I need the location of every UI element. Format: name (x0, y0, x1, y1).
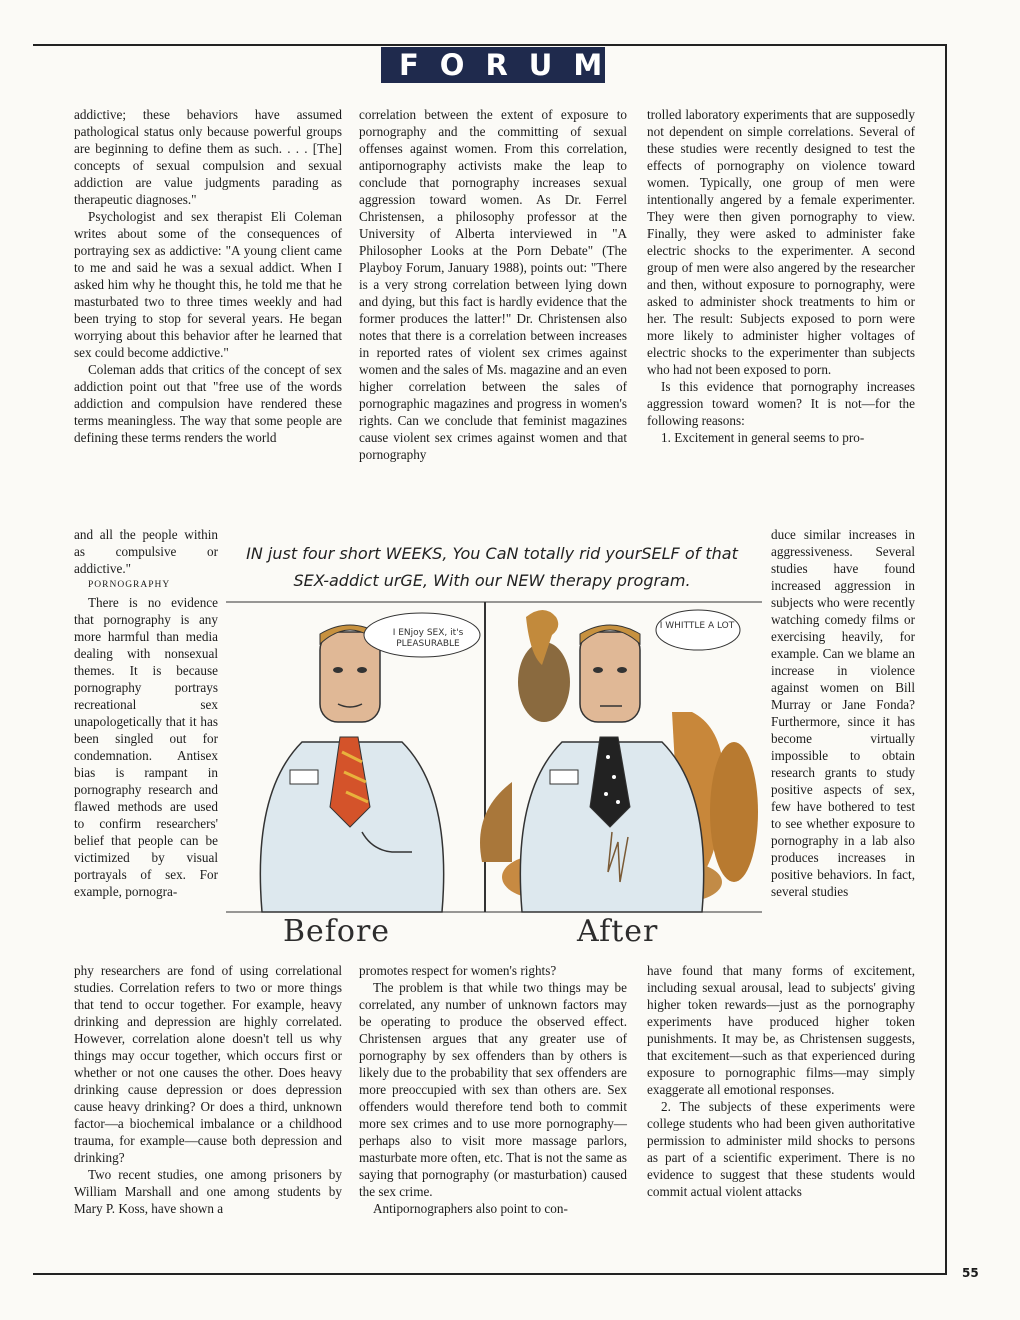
paragraph: 2. The subjects of these experiments were college students who had been given authoritative permission to administer mild shocks to persons as part of a scientific experiment. There is no evidence to suggest that these students would commit actual violent attacks (647, 1099, 915, 1199)
column-1-bottom (74, 962, 342, 1217)
before-speech-balloon: I ENjoy SEX, it's PLEASURABLE (392, 628, 464, 649)
paragraph: Antipornographers also point to con- (373, 1201, 568, 1216)
column-3-narrow (771, 526, 915, 900)
cartoon-caption: IN just four short WEEKS, You CaN totally rid yourSELF of that SEX-addict urGE, With our NEW therapy program. (246, 544, 738, 590)
after-label: After (577, 914, 659, 949)
paragraph: and all the people within as compulsive or addictive." (74, 527, 218, 576)
column-2-top (359, 106, 627, 463)
paragraph: correlation between the extent of exposure to pornography and the committing of sexual offenses against women. From this correlation, antipornography activists make the leap to conclude that pornography increases sexual aggression toward women. As Dr. Ferrel Christensen, a philosophy professor at the University of Alberta interviewed in "A Philosopher Looks at the Porn Debate" (The Playboy Forum, January 1988), points out: "There is a very strong correlation between lying down and dying, but this fact is hardly evidence that the former produces the latter!" Dr. Christensen also notes that there is a correlation between increases in reported rates of violent sex crimes against women and the sales of Ms. magazine and an even higher correlation between the sales of pornographic magazines and progress in women's rights. Can we conclude that feminist magazines cause violent sex crimes against women and that pornography (359, 107, 627, 462)
page-number: 55 (962, 1266, 979, 1280)
paragraph: Psychologist and sex therapist Eli Coleman writes about some of the consequences of portraying sex as addictive: "A young client came to me and said he was a sexual addict. When I asked him why he thought this, he told me that he masturbated two to three times weekly and had been trying to stop for several years. He began worrying about this behavior after he learned that sex could become addictive." (74, 209, 342, 360)
bottom-rule (33, 1273, 947, 1275)
paragraph: Two recent studies, one among prisoners by William Marshall and one among students by Mary P. Koss, have shown a (74, 1167, 342, 1216)
column-2-bottom (359, 962, 627, 1217)
column-1-narrow (74, 526, 218, 900)
column-3-top (647, 106, 915, 446)
column-1-top (74, 106, 342, 446)
paragraph: Coleman adds that critics of the concept of sex addiction point out that "free use of the words addiction and compulsion have rendered these terms meaningless. The way that some people are defining these terms renders the world (74, 362, 342, 445)
paragraph: 1. Excitement in general seems to pro- (661, 430, 865, 445)
section-subhead: PORNOGRAPHY (88, 580, 171, 590)
paragraph: phy researchers are fond of using correlational studies. Correlation refers to two or more things that tend to occur together. For example, heavy drinking and depression are highly correlated. However, correlation alone doesn't tell us why things may occur together, which occurs first or whether or not one causes the other. Does heavy drinking cause depression or does depression cause heavy drinking? Or does a third, unknown factor—a biochemical imbalance or a childhood trauma, for example—cause both depression and drinking? (74, 963, 342, 1165)
paragraph: promotes respect for women's rights? (359, 963, 557, 978)
paragraph: There is no evidence that pornography is any more harmful than media dealing with nonsexual themes. It is because pornography portrays recreational sex unapologetically that it has been singled out for condemnation. Antisex bias is rampant in pornography research and flawed methods are used to confirm researchers' belief that people can be victimized by visual portrayals of sex. For example, pornogra- (74, 595, 218, 899)
after-speech-balloon: I WHITTLE A LOT (659, 621, 735, 631)
top-rule (33, 44, 947, 46)
paragraph: The problem is that while two things may be correlated, any number of unknown factors may be operating to produce the observed effect. Christensen argues that any greater use of pornography by sex offenders than by others is likely due to the probability that sex offenders are more preoccupied with sex than others are. Sex offenders would therefore tend both to commit more sex crimes and to use more pornography—perhaps also to visit more massage parlors, masturbate more often, etc. That is not the same as saying that pornography (or masturbation) caused the sex crime. (359, 980, 627, 1199)
paragraph: addictive; these behaviors have assumed pathological status only because powerful groups are beginning to define them as such. . . . [The] concepts of sexual compulsion and sexual addiction are value judgments parading as therapeutic diagnoses." (74, 107, 342, 207)
before-figure (260, 625, 443, 912)
cartoon-illustration (222, 532, 766, 964)
right-rule (945, 44, 947, 1274)
paragraph: duce similar increases in aggressiveness. Several studies have found increased aggression in subjects who were recently watching comedy films or exercising heavily, for example. Can we blame an increase in violence against women on Bill Murray or Jane Fonda? Furthermore, since it has become virtually impossible to obtain research grants to study positive aspects of sex, few have bothered to test to see whether exposure to pornography in a lab also produces increases in positive behaviors. In fact, several studies (771, 527, 915, 899)
before-label: Before (283, 914, 391, 949)
paragraph: Is this evidence that pornography increases aggression toward women? It is not—for the following reasons: (647, 379, 915, 428)
column-3-bottom (647, 962, 915, 1200)
paragraph: have found that many forms of excitement, including sexual arousal, lead to subjects' giving higher token rewards—just as the pornography experiments have produced higher token punishments. It may be, as Christensen suggests, that excitement—such as that experienced during exposure to pornographic films—may simply exaggerate all emotional responses. (647, 963, 915, 1097)
section-masthead: FORUM (381, 47, 605, 83)
paragraph: trolled laboratory experiments that are supposedly not dependent on simple correlations. Several of these studies were recently designed to test the effects of pornography on violence toward women. Typically, one group of men were intentionally angered by a female experimenter. They were then given pornography to view. Finally, they were asked to administer fake electric shocks to the experimenter. A second group of men were also angered by the researcher and then, without exposure to pornography, were asked to administer shock treatments to him or her. The result: Subjects exposed to porn were more likely to administer higher voltages of electric shocks to the experimenter than subjects who had not been exposed to porn. (647, 107, 915, 377)
